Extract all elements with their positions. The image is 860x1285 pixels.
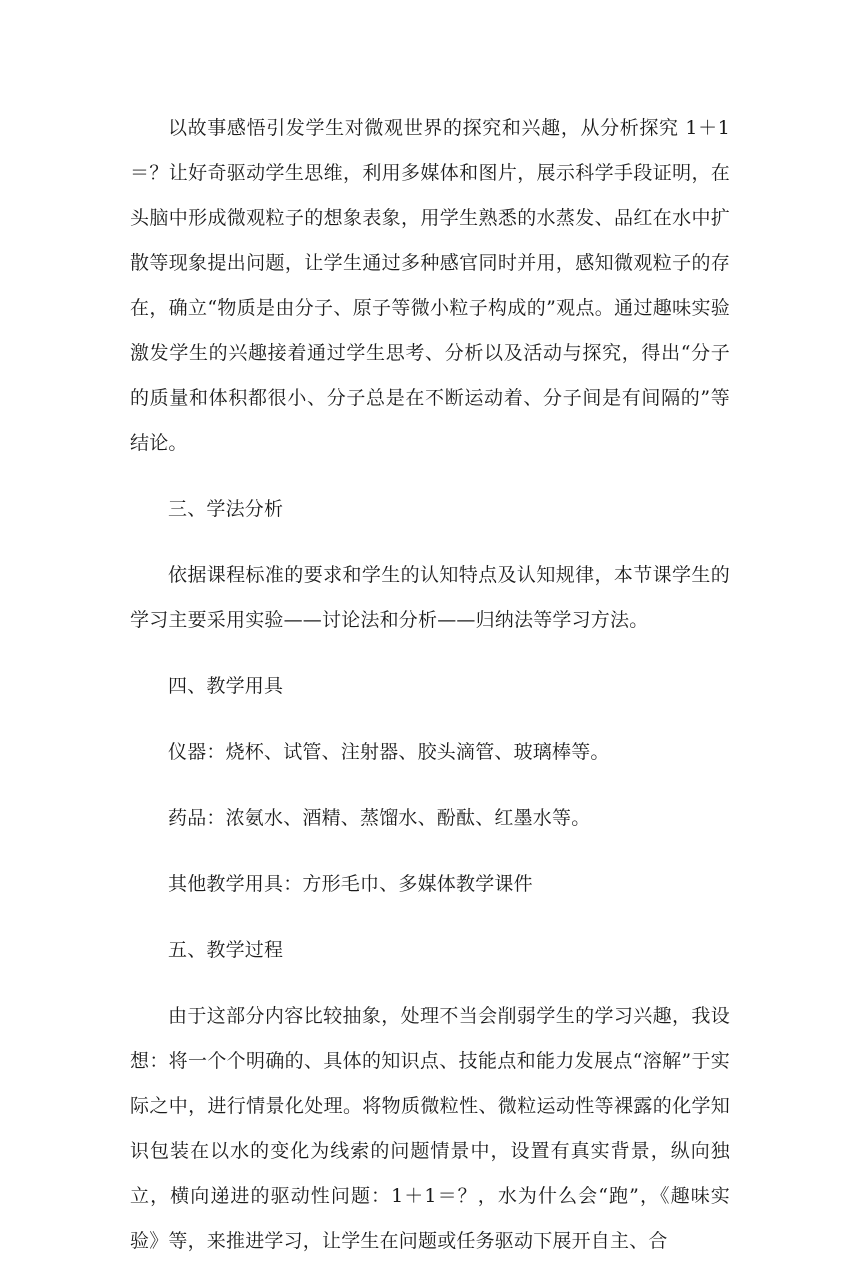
paragraph-instruments: 仪器：烧杯、试管、注射器、胶头滴管、玻璃棒等。	[168, 741, 610, 763]
paragraph-study-method: 依据课程标准的要求和学生的认知特点及认知规律，本节课学生的学习主要采用实验——讨论法和分析——归纳法等学习方法。	[130, 564, 730, 631]
paragraph-intro-analysis: 以故事感悟引发学生对微观世界的探究和兴趣，从分析探究 1＋1＝？让好奇驱动学生思维，利用多媒体和图片，展示科学手段证明，在头脑中形成微观粒子的想象表象，用学生熟悉的水蒸发、品红在水中扩散等现象提出问题，让学生通过多种感官同时并用，感知微观粒子的存在，确立“物质是由分子、原子等微小粒子构成的”观点。通过趣味实验激发学生的兴趣接着通过学生思考、分析以及活动与探究，得出“分子的质量和体积都很小、分子总是在不断运动着、分子间是有间隔的”等结论。	[130, 117, 730, 454]
section-heading-study-method: 三、学法分析	[168, 498, 284, 520]
section-heading-teaching-process: 五、教学过程	[168, 939, 284, 961]
document-body	[130, 106, 730, 1285]
paragraph-teaching-process: 由于这部分内容比较抽象，处理不当会削弱学生的学习兴趣，我设想：将一个个明确的、具体的知识点、技能点和能力发展点“溶解”于实际之中，进行情景化处理。将物质微粒性、微粒运动性等裸露的化学知识包装在以水的变化为线索的问题情景中，设置有真实背景，纵向独立，横向递进的驱动性问题：1＋1＝？，水为什么会“跑”，《趣味实验》等，来推进学习，让学生在问题或任务驱动下展开自主、合	[130, 1005, 730, 1252]
paragraph-reagents: 药品：浓氨水、酒精、蒸馏水、酚酞、红墨水等。	[168, 807, 591, 829]
paragraph-other-tools: 其他教学用具：方形毛巾、多媒体教学课件	[168, 873, 533, 895]
section-heading-teaching-tools: 四、教学用具	[168, 675, 284, 697]
